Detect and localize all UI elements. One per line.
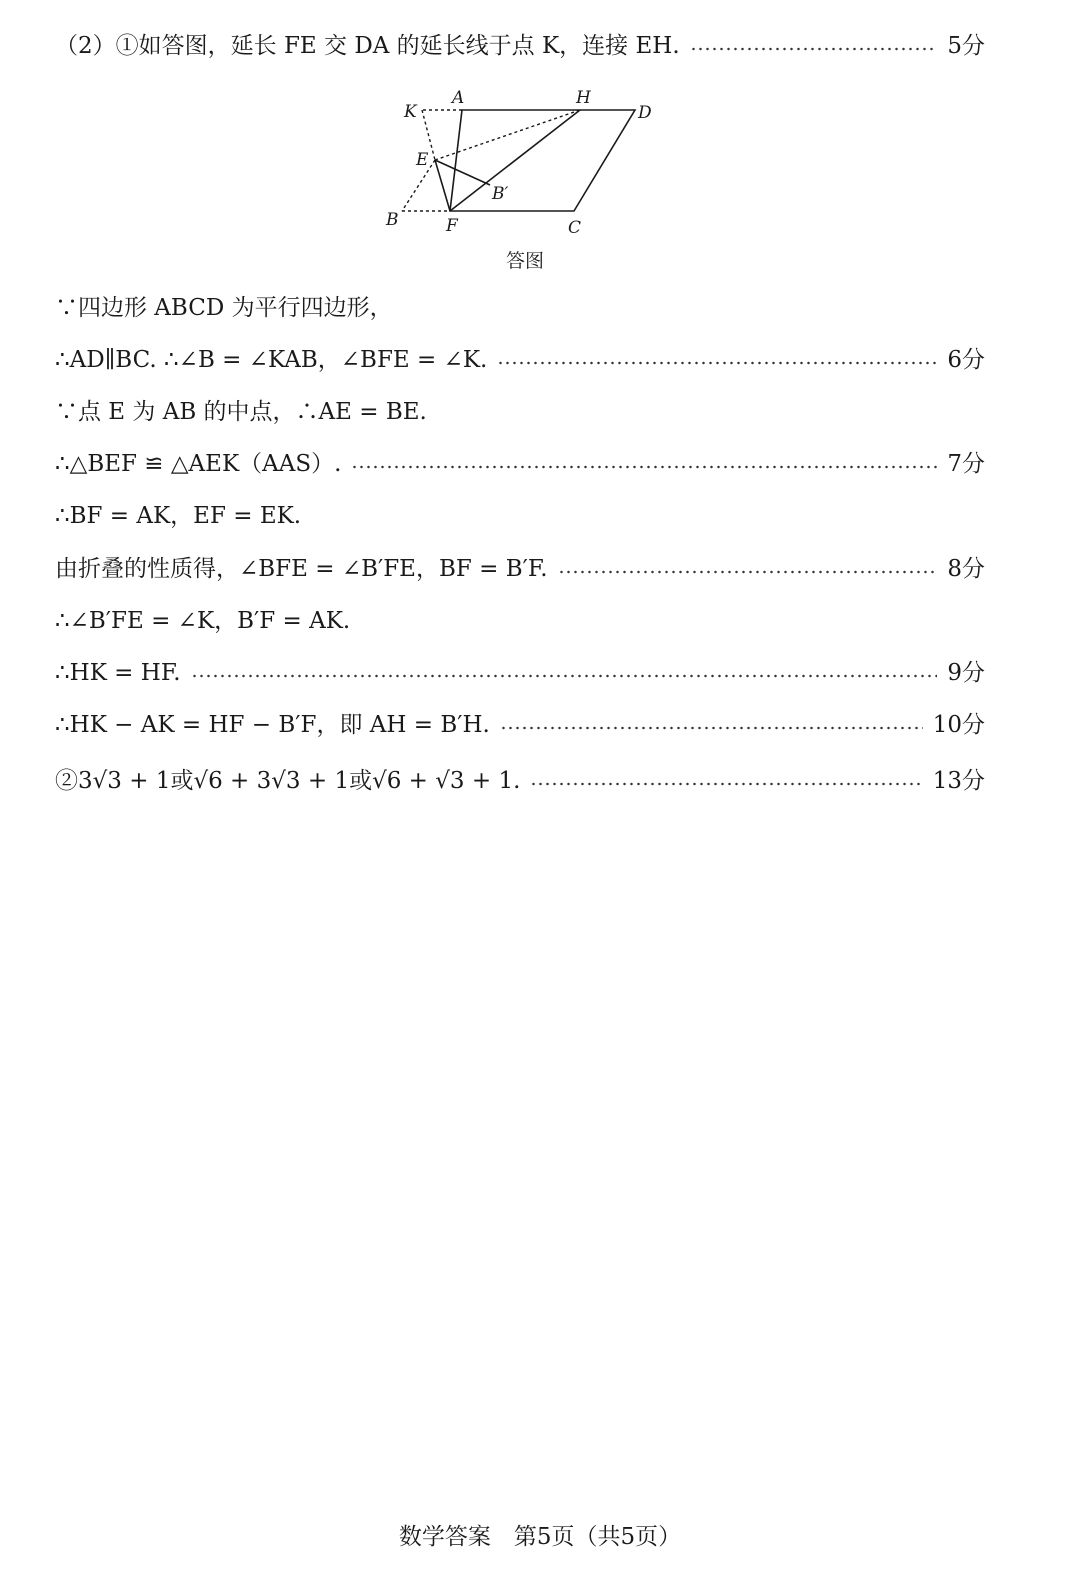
solution-line-7 xyxy=(55,549,985,589)
solution-line-5 xyxy=(55,444,985,484)
solution-line-1 xyxy=(55,26,985,66)
line-score: 9分 xyxy=(947,660,985,686)
line-text: （2）①如答图，延长 FE 交 DA 的延长线于点 K，连接 EH. xyxy=(55,33,680,59)
solution-line-10 xyxy=(55,705,985,745)
label-a: A xyxy=(452,88,465,108)
answer-figure xyxy=(380,85,670,245)
line-text: ②3√3 + 1或√6 + 3√3 + 1或√6 + √3 + 1. xyxy=(55,768,521,794)
label-b: B xyxy=(386,210,399,230)
label-b-prime: B′ xyxy=(492,184,509,204)
solution-line-2 xyxy=(55,288,985,328)
line-text: ∵点 E 为 AB 的中点，∴AE = BE. xyxy=(55,399,427,425)
line-text: ∵四边形 ABCD 为平行四边形， xyxy=(55,295,393,321)
line-score: 7分 xyxy=(947,451,985,477)
figure-caption: 答图 xyxy=(505,250,544,272)
leader-dots xyxy=(530,781,922,787)
line-text: ∴△BEF ≌ △AEK（AAS）. xyxy=(55,451,342,477)
page-footer: 数学答案 第5页（共5页） xyxy=(398,1524,682,1550)
label-c: C xyxy=(568,218,582,238)
leader-dots xyxy=(558,569,938,575)
leader-dots xyxy=(351,464,937,470)
line-text: ∴HK = HF. xyxy=(55,660,181,686)
label-h: H xyxy=(576,88,591,108)
leader-dots xyxy=(497,360,937,366)
label-f: F xyxy=(446,216,458,236)
line-text: ∴∠B′FE = ∠K，B′F = AK. xyxy=(55,608,351,634)
leader-dots xyxy=(500,725,923,731)
segment-fh xyxy=(450,110,580,211)
solution-line-3 xyxy=(55,340,985,380)
line-text: ∴AD∥BC. ∴∠B = ∠KAB，∠BFE = ∠K. xyxy=(55,347,488,373)
solution-line-4 xyxy=(55,392,985,432)
line-text: ∴HK − AK = HF − B′F，即 AH = B′H. xyxy=(55,712,490,738)
solution-line-8 xyxy=(55,601,985,641)
segment-eb-prime xyxy=(435,160,490,185)
parallelogram-diagram xyxy=(380,85,670,245)
parallelogram-abcd xyxy=(450,110,635,211)
label-e: E xyxy=(416,150,429,170)
line-score: 10分 xyxy=(932,712,985,738)
solution-line-9 xyxy=(55,653,985,693)
line-text: 由折叠的性质得，∠BFE = ∠B′FE，BF = B′F. xyxy=(55,556,548,582)
line-score: 5分 xyxy=(947,33,985,59)
label-k: K xyxy=(404,102,417,122)
line-text: ∴BF = AK，EF = EK. xyxy=(55,503,302,529)
solution-line-6 xyxy=(55,496,985,536)
line-score: 13分 xyxy=(932,768,985,794)
segment-ef xyxy=(435,160,450,211)
line-score: 6分 xyxy=(947,347,985,373)
leader-dots xyxy=(191,673,938,679)
label-d: D xyxy=(638,103,652,123)
line-score: 8分 xyxy=(947,556,985,582)
leader-dots xyxy=(690,46,938,52)
solution-line-11 xyxy=(55,761,985,801)
